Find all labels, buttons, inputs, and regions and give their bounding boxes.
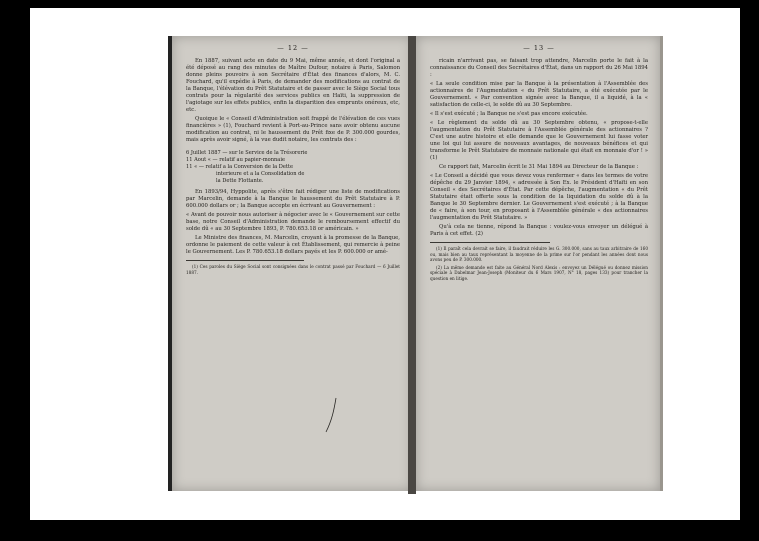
page-number: — 12 — bbox=[277, 44, 309, 52]
footnotes bbox=[186, 264, 400, 275]
contract-dates-list bbox=[186, 150, 400, 185]
scan-background bbox=[30, 8, 740, 520]
quoted-paragraph: « Le Conseil a décidé que vous devez vous renfermer « dans les termes de votre dépêche du 29 Janvier 1894, « adressée à Son Ex. le Président d'Haïti en son Conseil « des Secrétaires d'État. Par cette dépêche, l'augmentation « du Prêt Statutaire était offerte sous la condition de la liquidation du solde dû à la Banque le 30 Septembre dernier. Le Gouvernement s'est exécuté ; à la Banque de « faire, à son tour, en proposant à l'Assemblée générale « des actionnaires l'augmentation du Prêt Statutaire. » bbox=[430, 173, 648, 221]
footnote: (2) La même demande est faite au Général Nord Alexis : envoyez un Délégué ou donnez mission spéciale à Dabelmar Jean-Joseph (Moniteur du 6 Mars 1907, N° 18, pages 133) pour trancher la question en litige. bbox=[430, 264, 648, 281]
book-gutter bbox=[408, 36, 416, 494]
left-page bbox=[168, 36, 412, 491]
footnote: (1) Il paraît cela devrait se faire, il faudrait réduire les G. 300.000, sans au taux arbitraire de 160 ou, mais bien au taux représentant la moyenne de la prime sur l'or pendant les années dont nous avons peu de P. 300.000. bbox=[430, 246, 648, 263]
contract-date: 11 Aout « — relatif au papier-monnaie bbox=[186, 157, 285, 163]
paragraph: En 1893/94, Hyppolite, après s'être fait rédiger une liste de modifications par Marcelin, demande à la Banque le haussement du Prêt Statutaire à P. 600.000 dollars or ; la Banque accepte en écrivant au Gouvernement : bbox=[186, 189, 400, 209]
quoted-paragraph: « La seule condition mise par la Banque à la présentation à l'Assemblée des actionnaires de l'Augmentation « du Prêt Statutaire, a été exécutée par le Gouvernement. « Par convention signée avec la Banque, il a liquidé, à la « satisfaction de celle-ci, le solde dû au 30 Septembre. bbox=[430, 81, 648, 108]
paragraph: En 1887, suivant acte en date du 9 Mai, même année, et dont l'original a été déposé au rang des minutes de Maître Dufour, notaire à Paris, Salomon donne pleins pouvoirs à son Secrétaire d'État des finances d'alors, M. C. Fouchard, qu'il expédie à Paris, de demander des modifications au contrat de la Banque, l'élévation du Prêt Statutaire et de passer avec le Siège Social tous contrats pour la régularité des services publics en Haïti, la suppression de l'agiotage sur les effets publics, enfin la disparition des emprunts onéreux, etc, etc. bbox=[186, 58, 400, 113]
quoted-paragraph: « Avant de pouvoir nous autoriser à négocier avec le « Gouvernement sur cette base, notre Conseil d'Administration demande le remboursement effectif du solde dû « au 30 Septembre 1893, P. 780.653.18 or américain. » bbox=[186, 212, 400, 232]
footnotes bbox=[430, 246, 648, 282]
right-page bbox=[416, 36, 663, 491]
open-book bbox=[162, 36, 667, 496]
contract-date: 11 « — relatif a la Conversion de la Dette bbox=[186, 164, 293, 170]
contract-date: la Dette Flottante. bbox=[216, 178, 264, 184]
paragraph: Ce rapport fait, Marcelin écrit le 31 Mai 1894 au Directeur de la Banque : bbox=[439, 164, 639, 170]
footnote: (1) Ces paroles du Siège Social sont consignées dans le contrat passé par Fouchard — 6 Juillet 1887. bbox=[186, 264, 400, 275]
paragraph: Le Ministre des finances, M. Marcelin, croyant à la promesse de la Banque, ordonne le paiement de cette valeur à cet Établissement, qui remercie à peine le Gouvernement. Les P. 780.653.18 dollars payés et les P. 600.000 or amé- bbox=[186, 235, 400, 255]
paragraph: Quoique le « Conseil d'Administration soit frappé de l'élévation de ces vues financières » (1), Fouchard revient à Port-au-Prince sans avoir obtenu aucune modification au contrat, ni le haussement du Prêt fixe de P. 300.000 gourdes, mais après avoir signé, à la vue dudit notaire, les contrats des : bbox=[186, 116, 400, 143]
paragraph: ricain n'arrivant pas, se faisant trop attendre, Marcelin porte le fait à la connaissance du Conseil des Secrétaires d'État, dans un rapport du 26 Mai 1894 : bbox=[430, 58, 648, 78]
page-number: — 13 — bbox=[523, 44, 555, 52]
footnote-rule bbox=[186, 260, 304, 261]
quoted-paragraph: « Il s'est exécuté ; la Banque ne s'est pas encore exécutée. bbox=[430, 111, 588, 117]
contract-date: interieure et a la Consolidation de bbox=[216, 171, 305, 177]
paragraph: Qu'à cela ne tienne, répond la Banque : voulez-vous envoyer un délégué à Paris à cet effet. (2) bbox=[430, 224, 648, 237]
contract-date: 6 Juillet 1887 — sur le Service de la Trésorerie bbox=[186, 150, 308, 156]
pen-mark bbox=[322, 396, 342, 436]
quoted-paragraph: « Le règlement du solde dû au 30 Septembre obtenu, « propose-t-elle l'augmentation du Prêt Statutaire à l'Assemblée générale des actionnaires ? C'est une autre histoire et elle demande que le Gouvernement lui fasse voter une loi qui lui assure de nouveaux avantages, de nouveaux bénéfices et qui transforme le Prêt Statutaire de monnaie nationale qui était en monnaie d'or ! » (1) bbox=[430, 120, 648, 161]
footnote-rule bbox=[430, 242, 550, 243]
